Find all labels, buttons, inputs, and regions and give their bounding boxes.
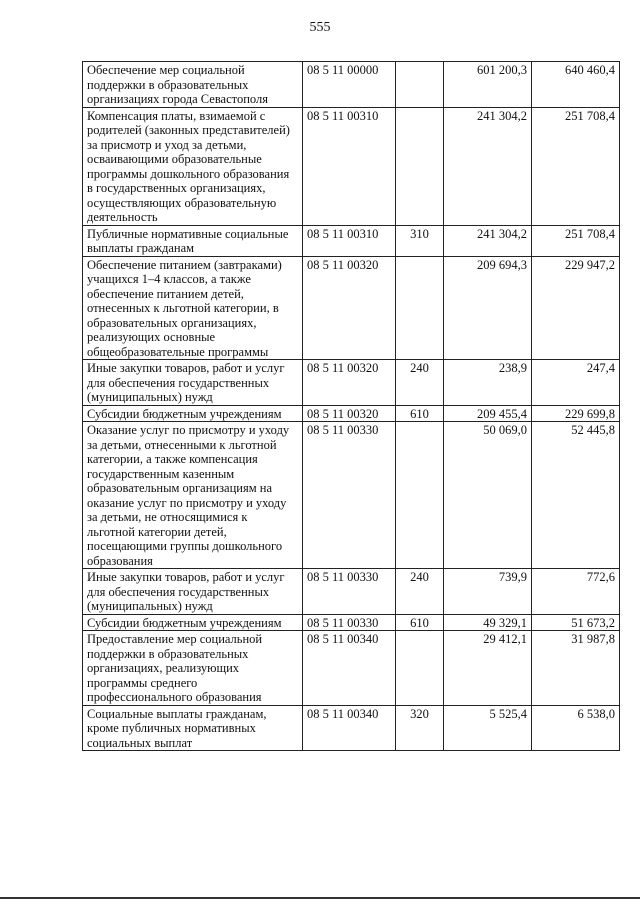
item-name-cell: Оказание услуг по присмотру и уходу за детьми, отнесенными к льготной категории, а также компенсация государственным казенным образовательным организациям на оказание услуг по присмотру и уходу за детьми, не относящимися к льготной категории детей, посещающими группы дошкольного образования bbox=[83, 422, 303, 569]
amount-year1-cell: 241 304,2 bbox=[444, 225, 532, 256]
amount-year1-cell: 238,9 bbox=[444, 360, 532, 406]
item-name-cell: Предоставление мер социальной поддержки в образовательных организациях, реализующих программы среднего профессионального образования bbox=[83, 631, 303, 706]
amount-year2-cell: 229 947,2 bbox=[532, 256, 620, 360]
table-row bbox=[83, 225, 620, 256]
item-name-cell: Публичные нормативные социальные выплаты гражданам bbox=[83, 225, 303, 256]
amount-year2-cell: 251 708,4 bbox=[532, 225, 620, 256]
budget-table-body bbox=[83, 62, 620, 751]
expense-type-cell: 310 bbox=[396, 225, 444, 256]
expense-type-cell: 610 bbox=[396, 405, 444, 422]
table-row bbox=[83, 360, 620, 406]
item-name-cell: Субсидии бюджетным учреждениям bbox=[83, 614, 303, 631]
amount-year2-cell: 640 460,4 bbox=[532, 62, 620, 108]
scan-edge-line bbox=[0, 897, 640, 899]
target-code-cell: 08 5 11 00320 bbox=[303, 256, 396, 360]
table-row bbox=[83, 405, 620, 422]
amount-year1-cell: 5 525,4 bbox=[444, 705, 532, 751]
page-number: 555 bbox=[309, 20, 331, 35]
budget-table bbox=[82, 61, 620, 751]
expense-type-cell: 610 bbox=[396, 614, 444, 631]
target-code-cell: 08 5 11 00320 bbox=[303, 405, 396, 422]
expense-type-cell: 240 bbox=[396, 569, 444, 615]
table-row bbox=[83, 422, 620, 569]
item-name-cell: Компенсация платы, взимаемой с родителей (законных представителей) за присмотр и уход за детьми, осваивающими образовательные программы дошкольного образования в государственных организациях, осуществляющих образовательную деятельность bbox=[83, 107, 303, 225]
expense-type-cell: 320 bbox=[396, 705, 444, 751]
target-code-cell: 08 5 11 00340 bbox=[303, 631, 396, 706]
target-code-cell: 08 5 11 00000 bbox=[303, 62, 396, 108]
amount-year1-cell: 49 329,1 bbox=[444, 614, 532, 631]
target-code-cell: 08 5 11 00310 bbox=[303, 225, 396, 256]
amount-year1-cell: 209 455,4 bbox=[444, 405, 532, 422]
amount-year2-cell: 229 699,8 bbox=[532, 405, 620, 422]
expense-type-cell bbox=[396, 107, 444, 225]
table-row bbox=[83, 705, 620, 751]
item-name-cell: Иные закупки товаров, работ и услуг для обеспечения государственных (муниципальных) нужд bbox=[83, 569, 303, 615]
target-code-cell: 08 5 11 00330 bbox=[303, 422, 396, 569]
item-name-cell: Обеспечение мер социальной поддержки в образовательных организациях города Севастополя bbox=[83, 62, 303, 108]
table-row bbox=[83, 62, 620, 108]
amount-year2-cell: 772,6 bbox=[532, 569, 620, 615]
table-row bbox=[83, 631, 620, 706]
table-row bbox=[83, 256, 620, 360]
amount-year2-cell: 51 673,2 bbox=[532, 614, 620, 631]
target-code-cell: 08 5 11 00330 bbox=[303, 569, 396, 615]
amount-year2-cell: 31 987,8 bbox=[532, 631, 620, 706]
table-row bbox=[83, 614, 620, 631]
table-row bbox=[83, 569, 620, 615]
expense-type-cell bbox=[396, 62, 444, 108]
amount-year1-cell: 209 694,3 bbox=[444, 256, 532, 360]
target-code-cell: 08 5 11 00340 bbox=[303, 705, 396, 751]
amount-year1-cell: 739,9 bbox=[444, 569, 532, 615]
amount-year1-cell: 29 412,1 bbox=[444, 631, 532, 706]
amount-year1-cell: 241 304,2 bbox=[444, 107, 532, 225]
amount-year2-cell: 52 445,8 bbox=[532, 422, 620, 569]
amount-year2-cell: 247,4 bbox=[532, 360, 620, 406]
item-name-cell: Обеспечение питанием (завтраками) учащихся 1–4 классов, а также обеспечение питанием детей, отнесенных к льготной категории, в образовательных организациях, реализующих основные общеобразовательные программы bbox=[83, 256, 303, 360]
target-code-cell: 08 5 11 00310 bbox=[303, 107, 396, 225]
expense-type-cell bbox=[396, 631, 444, 706]
table-row bbox=[83, 107, 620, 225]
item-name-cell: Социальные выплаты гражданам, кроме публичных нормативных социальных выплат bbox=[83, 705, 303, 751]
target-code-cell: 08 5 11 00330 bbox=[303, 614, 396, 631]
expense-type-cell bbox=[396, 422, 444, 569]
target-code-cell: 08 5 11 00320 bbox=[303, 360, 396, 406]
amount-year1-cell: 601 200,3 bbox=[444, 62, 532, 108]
item-name-cell: Субсидии бюджетным учреждениям bbox=[83, 405, 303, 422]
expense-type-cell bbox=[396, 256, 444, 360]
item-name-cell: Иные закупки товаров, работ и услуг для обеспечения государственных (муниципальных) нужд bbox=[83, 360, 303, 406]
amount-year2-cell: 251 708,4 bbox=[532, 107, 620, 225]
amount-year2-cell: 6 538,0 bbox=[532, 705, 620, 751]
expense-type-cell: 240 bbox=[396, 360, 444, 406]
amount-year1-cell: 50 069,0 bbox=[444, 422, 532, 569]
